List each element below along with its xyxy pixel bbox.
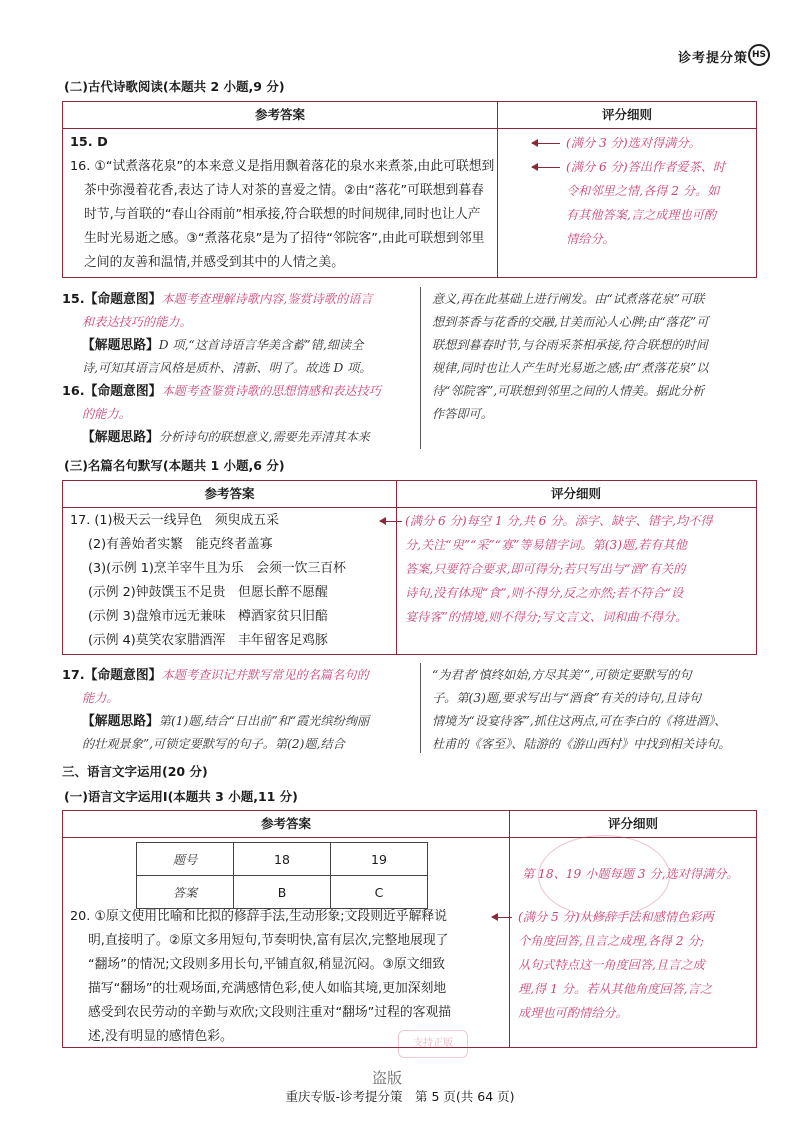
table-header [63, 811, 756, 838]
section-title-language: (一)语言文字运用Ⅰ(本题共 3 小题,11 分) [64, 789, 298, 804]
grading-line: 成理也可酌情给分。 [518, 1006, 628, 1020]
analysis-line: 【解题思路】分析诗句的联想意义,需要先弄清其本来 [82, 430, 370, 445]
grading-line: 令和邻里之情,各得 2 分。如 [566, 184, 720, 198]
table-header [63, 481, 756, 508]
header-answer: 参考答案 [254, 107, 305, 122]
watermark-text: 盗版 [372, 1069, 403, 1087]
brand-logo: HS [748, 44, 770, 66]
analysis-line: 诗,可知其语言风格是质朴、清新、明了。故选 D 项。 [82, 361, 372, 375]
grading-line: (满分 3 分)选对得满分。 [566, 136, 701, 150]
analysis-line: 联想到暮春时节,与谷雨采茶相承接,符合联想的时间 [432, 338, 708, 352]
answer-line: 之间的友善和温情,并感受到其中的人情之美。 [84, 255, 345, 270]
grading-line: (满分 6 分)答出作者爱茶、时 [566, 160, 726, 174]
table-row [137, 876, 428, 909]
table-cell: 题号 [137, 843, 234, 876]
answer-line: (示例 2)钟鼓馔玉不足贵 但愿长醉不愿醒 [88, 585, 328, 600]
grading-line: 个角度回答,且言之成理,各得 2 分; [518, 934, 704, 948]
grading-line: 情给分。 [566, 232, 615, 246]
answer-line: 茶中弥漫着花香,表达了诗人对茶的喜爱之情。②由“落花”可联想到暮春 [84, 183, 484, 198]
grading-line: 分,关注“臾”“采”“寡”等易错字词。第(3)题,若有其他 [405, 538, 687, 552]
analysis-line: 作答即可。 [432, 407, 493, 421]
watermark-stamp: 支持正版 [398, 1030, 468, 1058]
analysis-line: 能力。 [82, 691, 119, 705]
header-grading: 评分细则 [601, 107, 652, 122]
table-cell: 答案 [137, 876, 234, 909]
page-footer: 重庆专版-诊考提分策 第 5 页(共 64 页) [285, 1089, 515, 1104]
table-cell: C [331, 876, 428, 909]
analysis-line: 【解题思路】第(1)题,结合“日出前”和“霞光缤纷绚丽 [82, 714, 370, 729]
answer-line: 17. (1)极天云一线异色 须臾成五采 [70, 513, 279, 528]
table-cell: B [234, 876, 331, 909]
answer-line: 生时光易逝之感。③“煮落花泉”是为了招待“邻院客”,由此可联想到邻里 [84, 231, 485, 246]
column-divider [420, 663, 421, 753]
brand-title: 诊考提分策 [677, 51, 748, 66]
analysis-line: 的壮观景象”,可锁定要默写的句子。第(2)题,结合 [82, 737, 345, 751]
header-grading: 评分细则 [550, 486, 601, 501]
grading-line: 宴待客”的情境,则不得分;写文言文、词和曲不得分。 [405, 610, 688, 624]
header-answer: 参考答案 [260, 816, 311, 831]
grading-line: 从句式特点这一角度回答,且言之成 [518, 958, 705, 972]
table-header [63, 102, 756, 129]
answer-line: 15. D [70, 135, 108, 150]
section-title-recitation: (三)名篇名句默写(本题共 1 小题,6 分) [64, 458, 285, 473]
section-title-poetry: (二)古代诗歌阅读(本题共 2 小题,9 分) [64, 79, 285, 94]
analysis-line: 杜甫的《客至》、陆游的《游山西村》中找到相关诗句。 [432, 737, 731, 751]
analysis-line: 情境为“设宴待客”,抓住这两点,可在李白的《将进酒》、 [432, 714, 727, 728]
analysis-line: 16.【命题意图】本题考查鉴赏诗歌的思想情感和表达技巧 [62, 384, 381, 399]
answer-line: 述,没有明显的感情色彩。 [88, 1029, 233, 1044]
analysis-line: 子。第(3)题,要求写出与“酒食”有关的诗句,且诗句 [432, 691, 702, 705]
grading-line: 诗句,没有体现“食”,则不得分,反之亦然;若不符合“设 [405, 586, 684, 600]
arrow-icon [532, 143, 560, 144]
answer-line: 感受到农民劳动的辛勤与欢欣;文段则注重对“翻场”过程的客观描 [88, 1005, 452, 1020]
table-row [137, 843, 428, 876]
analysis-line: 17.【命题意图】本题考查识记并默写常见的名篇名句的 [62, 668, 369, 683]
analysis-line: 想到茶香与花香的交融,甘美而沁人心脾;由“落花”可 [432, 315, 709, 329]
analysis-line: 意义,再在此基础上进行阐发。由“试煮落花泉”可联 [432, 292, 705, 306]
header-grading: 评分细则 [607, 816, 658, 831]
analysis-line: 和表达技巧的能力。 [82, 315, 192, 329]
analysis-line: “为君者‘慎终如始,方尽其美’”,可锁定要默写的句 [432, 668, 692, 682]
grading-line: 答案,只要符合要求,即可得分;若只写出与“酒”有关的 [405, 562, 686, 576]
table-cell: 18 [234, 843, 331, 876]
answer-line: 描写“翻场”的壮观场面,充满感情色彩,使人如临其境,更加深刻地 [88, 981, 447, 996]
answer-line: “翻场”的情况;文段则多用长句,平铺直叙,稍显沉闷。③原文细致 [88, 957, 446, 972]
analysis-line: 【解题思路】D 项,“这首诗语言华美含蓄”错,细读全 [82, 338, 364, 353]
answer-line: (示例 3)盘飧市远无兼味 樽酒家贫只旧醅 [88, 609, 328, 624]
arrow-icon [380, 521, 402, 522]
answer-line: 16. ①“试煮落花泉”的本来意义是指用飘着落花的泉水来煮茶,由此可联想到 [70, 159, 495, 174]
analysis-line: 的能力。 [82, 407, 131, 421]
answer-line: (3)(示例 1)烹羊宰牛且为乐 会须一饮三百杯 [88, 561, 346, 576]
answer-line: 明,直接明了。②原文多用短句,节奏明快,富有层次,完整地展现了 [88, 933, 449, 948]
answer-line: 时节,与首联的“春山谷雨前”相承接,符合联想的时间规律,同时也让人产 [84, 207, 481, 222]
grading-line: (满分 6 分)每空 1 分,共 6 分。添字、缺字、错字,均不得 [405, 514, 713, 528]
grading-line: (满分 5 分)从修辞手法和感情色彩两 [518, 910, 714, 924]
grading-line: 有其他答案,言之成理也可酌 [566, 208, 717, 222]
answer-mini-table [136, 842, 428, 909]
part-title: 三、语言文字运用(20 分) [62, 764, 208, 779]
analysis-line: 15.【命题意图】本题考查理解诗歌内容,鉴赏诗歌的语言 [62, 292, 373, 307]
arrow-icon [532, 167, 560, 168]
column-divider [420, 287, 421, 449]
answer-line: (示例 4)莫笑农家腊酒浑 丰年留客足鸡豚 [88, 633, 328, 648]
arrow-icon [492, 917, 512, 918]
answer-line: 20. ①原文使用比喻和比拟的修辞手法,生动形象;文段则近乎解释说 [70, 909, 447, 924]
grading-line: 理,得 1 分。若从其他角度回答,言之 [518, 982, 712, 996]
header-answer: 参考答案 [204, 486, 255, 501]
grading-line: 第 18、19 小题每题 3 分,选对得满分。 [522, 867, 739, 881]
table-cell: 19 [331, 843, 428, 876]
answer-line: (2)有善始者实繁 能克终者盖寡 [88, 537, 273, 552]
analysis-line: 待“邻院客”,可联想到邻里之间的人情美。据此分析 [432, 384, 705, 398]
analysis-line: 规律,同时也让人产生时光易逝之感;由“煮落花泉”以 [432, 361, 709, 375]
